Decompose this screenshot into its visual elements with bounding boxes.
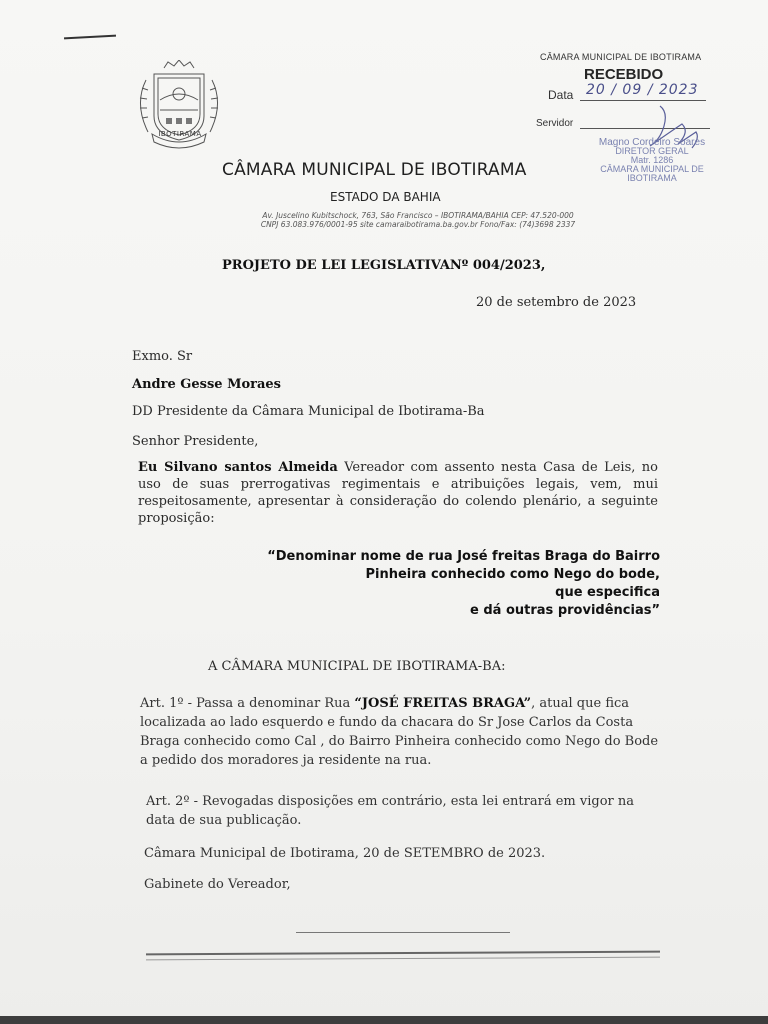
intro-text: Vereador com assento nesta Casa de Leis, no uso de suas prerrogativas regimentais e atribuições legais, vem, mui respeitosamente, apresentar à consideração do colendo plenário, a seguinte proposição: [138, 460, 658, 526]
page-edge [0, 1016, 768, 1024]
crest-label: IBOTIRAMA [158, 130, 202, 138]
proposal-line: “Denominar nome de rua José freitas Braga do Bairro [267, 549, 660, 564]
footer-rule [146, 957, 660, 961]
author-name: Eu Silvano santos Almeida [138, 460, 338, 475]
recipient-name: Andre Gesse Moraes [132, 377, 282, 392]
proposal-line: que especifica [555, 585, 660, 600]
closing-line: Câmara Municipal de Ibotirama, 20 de SETEMBRO de 2023. [144, 846, 546, 861]
stamp-official-id: Matr. 1286 [630, 155, 674, 165]
article-1 [140, 694, 662, 770]
chamber-title: CÂMARA MUNICIPAL DE IBOTIRAMA [222, 160, 527, 180]
chamber-decree: A CÂMARA MUNICIPAL DE IBOTIRAMA-BA: [208, 659, 506, 674]
stamp-org: CÂMARA MUNICIPAL DE IBOTIRAMA [540, 52, 702, 62]
intro-paragraph [138, 459, 658, 527]
proposal-line: e dá outras providências” [470, 603, 660, 618]
proposal-line: Pinheira conhecido como Nego do bode, [365, 567, 660, 582]
stamp-servidor-label: Servidor [536, 118, 574, 129]
signature-line [296, 932, 510, 933]
document-date: 20 de setembro de 2023 [476, 295, 637, 310]
salutation: Exmo. Sr [132, 349, 193, 364]
stamp-official-org: CÂMARA MUNICIPAL DE IBOTIRAMA [600, 164, 704, 183]
received-stamp [536, 52, 726, 188]
proposal-statement [236, 548, 660, 620]
stamp-date-line [580, 100, 706, 101]
stamp-received: RECEBIDO [584, 66, 664, 83]
address-line-1: Av. Juscelino Kubitschock, 763, São Francisco – IBOTIRAMA/BAHIA CEP: 47.520-000 [262, 211, 574, 220]
state-name: ESTADO DA BAHIA [330, 190, 441, 204]
chamber-address [258, 211, 578, 229]
article-2: Art. 2º - Revogadas disposições em contrário, esta lei entrará em vigor na data de sua publicação. [146, 794, 634, 828]
street-name: “JOSÉ FREITAS BRAGA” [354, 696, 532, 711]
article-1-prefix: Art. 1º - Passa a denominar Rua [140, 696, 355, 711]
footer-rule [146, 951, 660, 956]
recipient-role: DD Presidente da Câmara Municipal de Ibotirama-Ba [132, 404, 485, 419]
municipal-crest-icon [124, 60, 234, 152]
stamp-official-name: Magno Cordeiro Soares [598, 137, 706, 148]
office-line: Gabinete do Vereador, [144, 877, 291, 892]
bill-title: PROJETO DE LEI LEGISLATIVANº 004/2023, [222, 258, 546, 273]
stamp-date-value: 20 / 09 / 2023 [586, 82, 699, 98]
stamp-date-label: Data [548, 88, 574, 102]
address-line-2: CNPJ 63.083.976/0001-95 site camaraibotirama.ba.gov.br Fono/Fax: (74)3698 2337 [260, 220, 576, 229]
pen-mark [64, 35, 116, 40]
article-1-text: , atual que fica localizada ao lado esquerdo e fundo da chacara do Sr Jose Carlos da Costa Braga conhecido como Cal , do Bairro Pinheira conhecido como Nego do Bode a pedido dos moradores ja residente na rua. [140, 696, 659, 768]
greeting: Senhor Presidente, [132, 434, 259, 449]
stamp-official-role: DIRETOR GERAL [615, 146, 689, 156]
stamp-official [582, 138, 722, 183]
